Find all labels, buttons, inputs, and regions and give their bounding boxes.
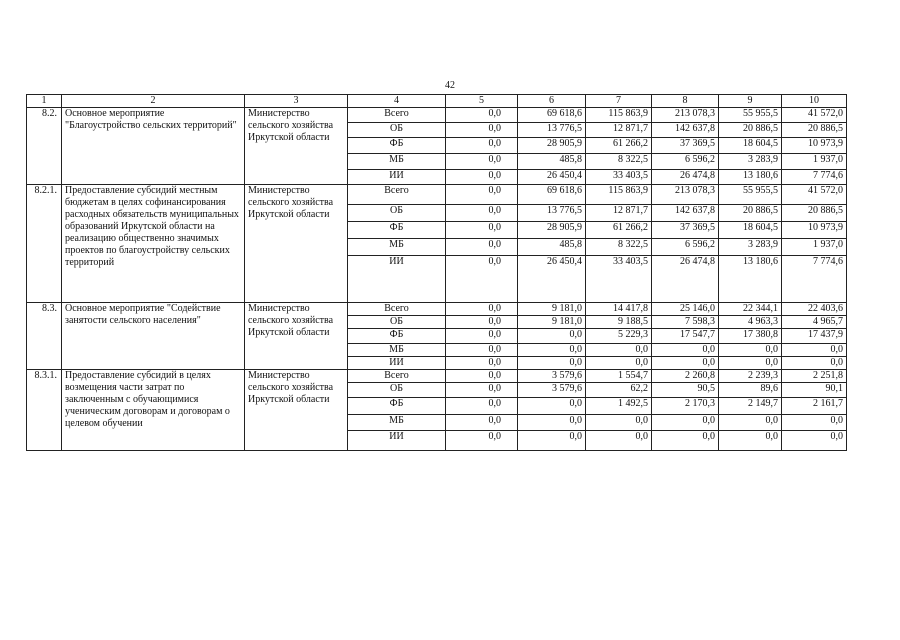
value-cell: 37 369,5 bbox=[652, 222, 719, 239]
value-cell: 26 450,4 bbox=[518, 170, 586, 185]
value-cell: 0,0 bbox=[518, 329, 586, 344]
value-cell: 1 554,7 bbox=[586, 370, 652, 383]
value-cell: 3 283,9 bbox=[719, 239, 782, 256]
value-cell: 90,5 bbox=[652, 383, 719, 398]
funding-source: Всего bbox=[348, 370, 446, 383]
measure-name: Предоставление субсидий местным бюджетам в целях софинансирования расходных обязательств муниципальных образований Иркутской области на реализацию общественно значимых проектов по благоустройству сельских территорий bbox=[62, 185, 245, 303]
funding-source: ИИ bbox=[348, 256, 446, 303]
value-cell: 0,0 bbox=[446, 123, 518, 138]
value-cell: 9 181,0 bbox=[518, 303, 586, 316]
funding-source: Всего bbox=[348, 303, 446, 316]
value-cell: 61 266,2 bbox=[586, 138, 652, 154]
funding-source: ФБ bbox=[348, 329, 446, 344]
value-cell: 0,0 bbox=[446, 431, 518, 451]
value-cell: 69 618,6 bbox=[518, 185, 586, 205]
value-cell: 3 283,9 bbox=[719, 154, 782, 170]
value-cell: 20 886,5 bbox=[782, 205, 847, 222]
funding-source: ИИ bbox=[348, 357, 446, 370]
value-cell: 142 637,8 bbox=[652, 205, 719, 222]
value-cell: 8 322,5 bbox=[586, 239, 652, 256]
executor-name: Министерство сельского хозяйства Иркутской области bbox=[245, 185, 348, 303]
value-cell: 62,2 bbox=[586, 383, 652, 398]
value-cell: 115 863,9 bbox=[586, 108, 652, 123]
value-cell: 0,0 bbox=[446, 370, 518, 383]
value-cell: 26 450,4 bbox=[518, 256, 586, 303]
value-cell: 485,8 bbox=[518, 154, 586, 170]
value-cell: 17 380,8 bbox=[719, 329, 782, 344]
funding-source: ИИ bbox=[348, 431, 446, 451]
value-cell: 0,0 bbox=[446, 138, 518, 154]
value-cell: 0,0 bbox=[446, 344, 518, 357]
value-cell: 0,0 bbox=[518, 415, 586, 431]
funding-source: Всего bbox=[348, 108, 446, 123]
value-cell: 12 871,7 bbox=[586, 123, 652, 138]
value-cell: 0,0 bbox=[446, 239, 518, 256]
value-cell: 2 251,8 bbox=[782, 370, 847, 383]
value-cell: 142 637,8 bbox=[652, 123, 719, 138]
value-cell: 2 239,3 bbox=[719, 370, 782, 383]
value-cell: 25 146,0 bbox=[652, 303, 719, 316]
column-header: 3 bbox=[245, 95, 348, 108]
page-number: 42 bbox=[445, 80, 455, 91]
section-number: 8.2. bbox=[27, 108, 62, 185]
value-cell: 7 774,6 bbox=[782, 170, 847, 185]
column-header-row bbox=[27, 95, 847, 108]
funding-source: ФБ bbox=[348, 222, 446, 239]
section-number: 8.3.1. bbox=[27, 370, 62, 451]
column-header: 8 bbox=[652, 95, 719, 108]
value-cell: 20 886,5 bbox=[782, 123, 847, 138]
value-cell: 28 905,9 bbox=[518, 138, 586, 154]
value-cell: 4 963,3 bbox=[719, 316, 782, 329]
value-cell: 0,0 bbox=[719, 415, 782, 431]
value-cell: 0,0 bbox=[446, 108, 518, 123]
budget-table bbox=[26, 94, 847, 451]
value-cell: 17 437,9 bbox=[782, 329, 847, 344]
value-cell: 13 776,5 bbox=[518, 123, 586, 138]
value-cell: 5 229,3 bbox=[586, 329, 652, 344]
value-cell: 89,6 bbox=[719, 383, 782, 398]
value-cell: 10 973,9 bbox=[782, 222, 847, 239]
value-cell: 1 492,5 bbox=[586, 398, 652, 415]
section-8-3 bbox=[27, 303, 847, 370]
value-cell: 61 266,2 bbox=[586, 222, 652, 239]
funding-source: МБ bbox=[348, 154, 446, 170]
funding-source: Всего bbox=[348, 185, 446, 205]
value-cell: 33 403,5 bbox=[586, 170, 652, 185]
column-header: 4 bbox=[348, 95, 446, 108]
value-cell: 0,0 bbox=[446, 154, 518, 170]
table-row bbox=[27, 108, 847, 123]
value-cell: 18 604,5 bbox=[719, 222, 782, 239]
column-header: 7 bbox=[586, 95, 652, 108]
value-cell: 8 322,5 bbox=[586, 154, 652, 170]
value-cell: 2 260,8 bbox=[652, 370, 719, 383]
value-cell: 0,0 bbox=[446, 357, 518, 370]
value-cell: 26 474,8 bbox=[652, 170, 719, 185]
value-cell: 9 188,5 bbox=[586, 316, 652, 329]
value-cell: 20 886,5 bbox=[719, 205, 782, 222]
funding-source: МБ bbox=[348, 415, 446, 431]
column-header: 2 bbox=[62, 95, 245, 108]
value-cell: 3 579,6 bbox=[518, 383, 586, 398]
table-row bbox=[27, 370, 847, 383]
value-cell: 3 579,6 bbox=[518, 370, 586, 383]
value-cell: 0,0 bbox=[446, 185, 518, 205]
value-cell: 0,0 bbox=[446, 415, 518, 431]
measure-name: Предоставление субсидий в целях возмещения части затрат по заключенным с обучающимися ученическим договорам и договорам о целевом обучении bbox=[62, 370, 245, 451]
value-cell: 7 774,6 bbox=[782, 256, 847, 303]
value-cell: 22 344,1 bbox=[719, 303, 782, 316]
value-cell: 2 161,7 bbox=[782, 398, 847, 415]
value-cell: 0,0 bbox=[446, 205, 518, 222]
value-cell: 213 078,3 bbox=[652, 108, 719, 123]
value-cell: 13 180,6 bbox=[719, 256, 782, 303]
value-cell: 14 417,8 bbox=[586, 303, 652, 316]
funding-source: МБ bbox=[348, 239, 446, 256]
value-cell: 485,8 bbox=[518, 239, 586, 256]
funding-source: ОБ bbox=[348, 205, 446, 222]
value-cell: 33 403,5 bbox=[586, 256, 652, 303]
value-cell: 22 403,6 bbox=[782, 303, 847, 316]
funding-source: ИИ bbox=[348, 170, 446, 185]
value-cell: 0,0 bbox=[586, 431, 652, 451]
value-cell: 0,0 bbox=[586, 357, 652, 370]
value-cell: 55 955,5 bbox=[719, 185, 782, 205]
value-cell: 1 937,0 bbox=[782, 154, 847, 170]
value-cell: 0,0 bbox=[446, 303, 518, 316]
value-cell: 20 886,5 bbox=[719, 123, 782, 138]
value-cell: 0,0 bbox=[446, 222, 518, 239]
value-cell: 0,0 bbox=[446, 256, 518, 303]
value-cell: 1 937,0 bbox=[782, 239, 847, 256]
value-cell: 0,0 bbox=[719, 344, 782, 357]
value-cell: 0,0 bbox=[446, 398, 518, 415]
measure-name: Основное мероприятие "Благоустройство сельских территорий" bbox=[62, 108, 245, 185]
funding-source: ОБ bbox=[348, 383, 446, 398]
value-cell: 9 181,0 bbox=[518, 316, 586, 329]
executor-name: Министерство сельского хозяйства Иркутской области bbox=[245, 303, 348, 370]
value-cell: 0,0 bbox=[782, 415, 847, 431]
value-cell: 0,0 bbox=[446, 170, 518, 185]
value-cell: 18 604,5 bbox=[719, 138, 782, 154]
value-cell: 0,0 bbox=[782, 357, 847, 370]
value-cell: 41 572,0 bbox=[782, 185, 847, 205]
value-cell: 0,0 bbox=[782, 431, 847, 451]
value-cell: 37 369,5 bbox=[652, 138, 719, 154]
funding-source: ФБ bbox=[348, 398, 446, 415]
value-cell: 0,0 bbox=[518, 431, 586, 451]
value-cell: 0,0 bbox=[586, 344, 652, 357]
column-header: 9 bbox=[719, 95, 782, 108]
column-header: 10 bbox=[782, 95, 847, 108]
value-cell: 0,0 bbox=[446, 329, 518, 344]
value-cell: 2 149,7 bbox=[719, 398, 782, 415]
value-cell: 28 905,9 bbox=[518, 222, 586, 239]
value-cell: 0,0 bbox=[719, 431, 782, 451]
value-cell: 0,0 bbox=[518, 357, 586, 370]
executor-name: Министерство сельского хозяйства Иркутской области bbox=[245, 370, 348, 451]
executor-name: Министерство сельского хозяйства Иркутской области bbox=[245, 108, 348, 185]
value-cell: 2 170,3 bbox=[652, 398, 719, 415]
section-number: 8.2.1. bbox=[27, 185, 62, 303]
measure-name: Основное мероприятие "Содействие занятости сельского населения" bbox=[62, 303, 245, 370]
column-header: 6 bbox=[518, 95, 586, 108]
value-cell: 69 618,6 bbox=[518, 108, 586, 123]
section-8-3-1 bbox=[27, 370, 847, 451]
value-cell: 0,0 bbox=[446, 316, 518, 329]
value-cell: 17 547,7 bbox=[652, 329, 719, 344]
value-cell: 26 474,8 bbox=[652, 256, 719, 303]
value-cell: 0,0 bbox=[586, 415, 652, 431]
value-cell: 0,0 bbox=[652, 431, 719, 451]
value-cell: 4 965,7 bbox=[782, 316, 847, 329]
value-cell: 6 596,2 bbox=[652, 239, 719, 256]
funding-source: ОБ bbox=[348, 316, 446, 329]
value-cell: 0,0 bbox=[652, 344, 719, 357]
value-cell: 7 598,3 bbox=[652, 316, 719, 329]
value-cell: 0,0 bbox=[652, 415, 719, 431]
value-cell: 13 776,5 bbox=[518, 205, 586, 222]
section-number: 8.3. bbox=[27, 303, 62, 370]
value-cell: 6 596,2 bbox=[652, 154, 719, 170]
funding-source: ОБ bbox=[348, 123, 446, 138]
value-cell: 12 871,7 bbox=[586, 205, 652, 222]
section-8-2 bbox=[27, 108, 847, 185]
funding-source: ФБ bbox=[348, 138, 446, 154]
value-cell: 41 572,0 bbox=[782, 108, 847, 123]
table-row bbox=[27, 303, 847, 316]
value-cell: 115 863,9 bbox=[586, 185, 652, 205]
value-cell: 0,0 bbox=[719, 357, 782, 370]
funding-source: МБ bbox=[348, 344, 446, 357]
column-header: 5 bbox=[446, 95, 518, 108]
value-cell: 13 180,6 bbox=[719, 170, 782, 185]
value-cell: 55 955,5 bbox=[719, 108, 782, 123]
value-cell: 0,0 bbox=[446, 383, 518, 398]
table-row bbox=[27, 185, 847, 205]
column-header: 1 bbox=[27, 95, 62, 108]
value-cell: 0,0 bbox=[518, 398, 586, 415]
value-cell: 0,0 bbox=[652, 357, 719, 370]
value-cell: 90,1 bbox=[782, 383, 847, 398]
value-cell: 0,0 bbox=[782, 344, 847, 357]
section-8-2-1 bbox=[27, 185, 847, 303]
value-cell: 213 078,3 bbox=[652, 185, 719, 205]
value-cell: 0,0 bbox=[518, 344, 586, 357]
value-cell: 10 973,9 bbox=[782, 138, 847, 154]
